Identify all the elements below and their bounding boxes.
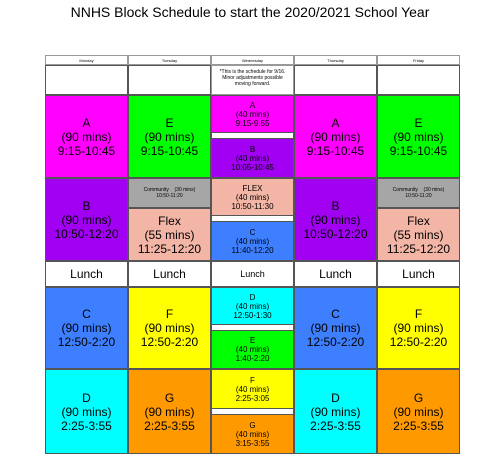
block-letter: B [249,144,256,154]
block-letter: A [249,100,256,110]
block-letter: D [82,390,91,405]
block-time: 12:50-2:20 [306,335,365,349]
block-letter: B [82,198,91,213]
block-a-monday [45,95,128,178]
block-g-friday [377,369,460,454]
block-duration: (40 mins) [235,384,270,394]
block-letter: G [413,390,424,405]
block-duration: (90 mins) [144,404,195,419]
community-duration: (30 mins) [423,187,445,193]
block-flex-tuesday [128,208,211,261]
lunch-wednesday: Lunch [211,261,294,287]
block-duration: (90 mins) [393,129,444,144]
block-b-monday [45,178,128,261]
block-letter: G [164,390,175,405]
block-letter: A [82,115,91,130]
block-duration: (40 mins) [235,345,270,354]
lunch-tuesday: Lunch [128,261,211,287]
community-duration: (30 mins) [174,187,196,193]
block-duration: (90 mins) [61,129,112,144]
block-duration: (90 mins) [310,321,361,335]
column-wednesday [211,55,294,454]
day-header-monday: Monday [45,55,128,65]
block-time: 12:50-1:30 [233,310,272,320]
block-duration: (40 mins) [235,153,270,163]
day-header-tuesday: Tuesday [128,55,211,65]
block-time: 2:25-3:55 [61,418,112,433]
block-duration: (40 mins) [235,236,270,246]
block-d-monday [45,369,128,454]
block-time: 3:15-3:55 [235,438,270,448]
block-letter: Flex [158,213,181,228]
note-cell-tuesday [128,65,211,95]
lunch-friday: Lunch [377,261,460,287]
block-duration: (55 mins) [144,227,195,242]
day-header-friday: Friday [377,55,460,65]
wed-block-g [211,414,294,454]
block-g-tuesday [128,369,211,454]
note-cell-monday [45,65,128,95]
wed-block-c [211,221,294,261]
block-time: 2:25-3:05 [235,393,270,403]
wed-block-flex [211,178,294,216]
block-b-thursday [294,178,377,261]
block-letter: D [331,390,340,405]
block-letter: E [414,115,423,130]
wed-block-f [211,369,294,409]
block-time: 2:25-3:55 [310,418,361,433]
block-duration: (90 mins) [393,321,444,335]
lunch-monday: Lunch [45,261,128,287]
block-duration: (90 mins) [144,321,195,335]
wed-block-e [211,330,294,369]
block-duration: (90 mins) [310,404,361,419]
community-label: Community [143,187,169,193]
community-time: 10:50-11:20 [405,193,432,199]
block-letter: B [331,198,340,213]
day-header-thursday: Thursday [294,55,377,65]
column-monday [45,55,128,454]
block-letter: E [165,115,174,130]
column-friday [377,55,460,454]
block-duration: (40 mins) [235,429,270,439]
block-time: 11:25-12:20 [386,241,451,256]
block-letter: FLEX [242,183,263,193]
day-header-wednesday: Wednesday [211,55,294,65]
block-duration: (40 mins) [235,192,270,202]
block-letter: G [249,420,256,430]
block-time: 10:50-11:30 [231,201,274,211]
block-letter: F [250,375,255,385]
block-letter: A [331,115,340,130]
column-thursday [294,55,377,454]
block-time: 9:15-10:45 [306,143,365,158]
block-c-thursday [294,287,377,369]
block-duration: (90 mins) [61,212,112,227]
block-time: 9:15-10:45 [57,143,116,158]
block-duration: (90 mins) [310,212,361,227]
wed-block-b [211,138,294,178]
community-time: 10:50-11:20 [156,193,183,199]
block-d-thursday [294,369,377,454]
wednesday-note: *This is the schedule for 9/16. Minor adjustments possible moving forward. [211,65,294,95]
block-time: 12:50-2:20 [57,335,116,349]
block-a-thursday [294,95,377,178]
block-letter: C [331,307,340,321]
note-cell-friday [377,65,460,95]
block-time: 2:25-3:55 [393,418,444,433]
block-duration: (40 mins) [235,109,270,119]
block-duration: (90 mins) [144,129,195,144]
block-time: 1:40-2:20 [235,354,270,363]
block-time: 9:15-10:45 [140,143,199,158]
page-title: NNHS Block Schedule to start the 2020/2021 School Year [70,4,430,20]
block-letter: F [414,307,423,321]
block-e-tuesday [128,95,211,178]
block-time: 12:50-2:20 [389,335,448,349]
block-letter: F [165,307,174,321]
wed-block-d [211,287,294,325]
block-f-tuesday [128,287,211,369]
block-community-friday [377,178,460,208]
wed-block-a [211,95,294,133]
block-flex-friday [377,208,460,261]
block-letter: D [249,292,256,302]
lunch-thursday: Lunch [294,261,377,287]
block-time: 11:40-12:20 [231,245,274,255]
block-duration: (55 mins) [393,227,444,242]
block-c-monday [45,287,128,369]
block-time: 2:25-3:55 [144,418,195,433]
block-time: 9:15-10:45 [389,143,448,158]
block-time: 11:25-12:20 [137,241,202,256]
block-f-friday [377,287,460,369]
block-duration: (40 mins) [235,301,270,311]
block-time: 10:50-12:20 [303,226,368,241]
block-duration: (90 mins) [61,404,112,419]
block-community-tuesday [128,178,211,208]
block-letter: E [249,336,256,345]
block-time: 10:05-10:45 [231,162,274,172]
column-tuesday [128,55,211,454]
block-duration: (90 mins) [393,404,444,419]
block-duration: (90 mins) [61,321,112,335]
block-time: 10:50-12:20 [54,226,119,241]
block-e-friday [377,95,460,178]
note-cell-thursday [294,65,377,95]
block-letter: C [82,307,91,321]
block-time: 9:15-9:55 [235,118,270,128]
block-duration: (90 mins) [310,129,361,144]
block-letter: C [249,227,256,237]
schedule-grid [45,55,463,454]
block-letter: Flex [407,213,430,228]
block-time: 12:50-2:20 [140,335,199,349]
community-label: Community [392,187,418,193]
